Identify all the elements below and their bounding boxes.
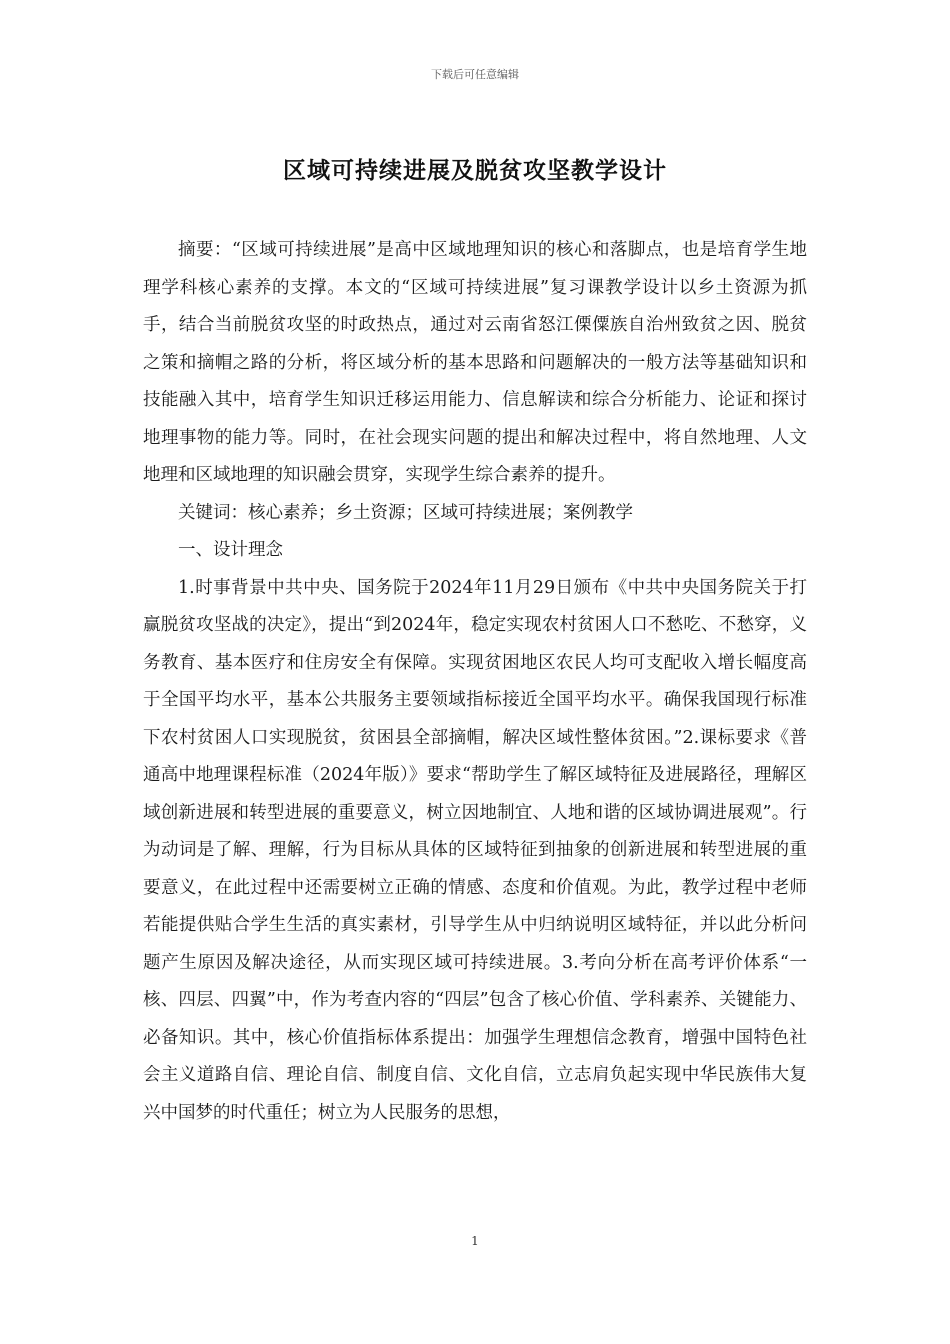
body-paragraph: 1.时事背景中共中央、国务院于2024年11月29日颁布《中共中央国务院关于打赢脱贫攻坚战的决定》，提出“到2024年，稳定实现农村贫困人口不愁吃、不愁穿，义务教育、基本医疗和住房安全有保障。实现贫困地区农民人均可支配收入增长幅度高于全国平均水平，基本公共服务主要领域指标接近全国平均水平。确保我国现行标准下农村贫困人口实现脱贫，贫困县全部摘帽，解决区域性整体贫困。”2.课标要求《普通高中地理课程标准（2024年版）》要求“帮助学生了解区域特征及进展路径，理解区域创新进展和转型进展的重要意义，树立因地制宜、人地和谐的区域协调进展观”。行为动词是了解、理解，行为目标从具体的区域特征到抽象的创新进展和转型进展的重要意义，在此过程中还需要树立正确的情感、态度和价值观。为此，教学过程中老师若能提供贴合学生生活的真实素材，引导学生从中归纳说明区域特征，并以此分析问题产生原因及解决途径，从而实现区域可持续进展。3.考向分析在高考评价体系“一核、四层、四翼”中，作为考查内容的“四层”包含了核心价值、学科素养、关键能力、必备知识。其中，核心价值指标体系提出：加强学生理想信念教育，增强中国特色社会主义道路自信、理论自信、制度自信、文化自信，立志肩负起实现中华民族伟大复兴中国梦的时代重任；树立为人民服务的思想， bbox=[143, 577, 807, 1123]
page-number: 1 bbox=[471, 1234, 479, 1248]
abstract-paragraph: 摘要：“区域可持续进展”是高中区域地理知识的核心和落脚点，也是培育学生地理学科核心素养的支撑。本文的“区域可持续进展”复习课教学设计以乡土资源为抓手，结合当前脱贫攻坚的时政热点，通过对云南省怒江傈僳族自治州致贫之因、脱贫之策和摘帽之路的分析，将区域分析的基本思路和问题解决的一般方法等基础知识和技能融入其中，培育学生知识迁移运用能力、信息解读和综合分析能力、论证和探讨地理事物的能力等。同时，在社会现实问题的提出和解决过程中，将自然地理、人文地理和区域地理的知识融会贯穿，实现学生综合素养的提升。 bbox=[143, 240, 807, 485]
document-body bbox=[143, 232, 807, 1132]
keywords-paragraph: 关键词：核心素养；乡土资源；区域可持续进展；案例教学 bbox=[178, 502, 633, 523]
document-title: 区域可持续进展及脱贫攻坚教学设计 bbox=[283, 157, 667, 184]
section-heading: 一、设计理念 bbox=[178, 540, 283, 560]
header-note: 下载后可任意编辑 bbox=[431, 68, 519, 81]
